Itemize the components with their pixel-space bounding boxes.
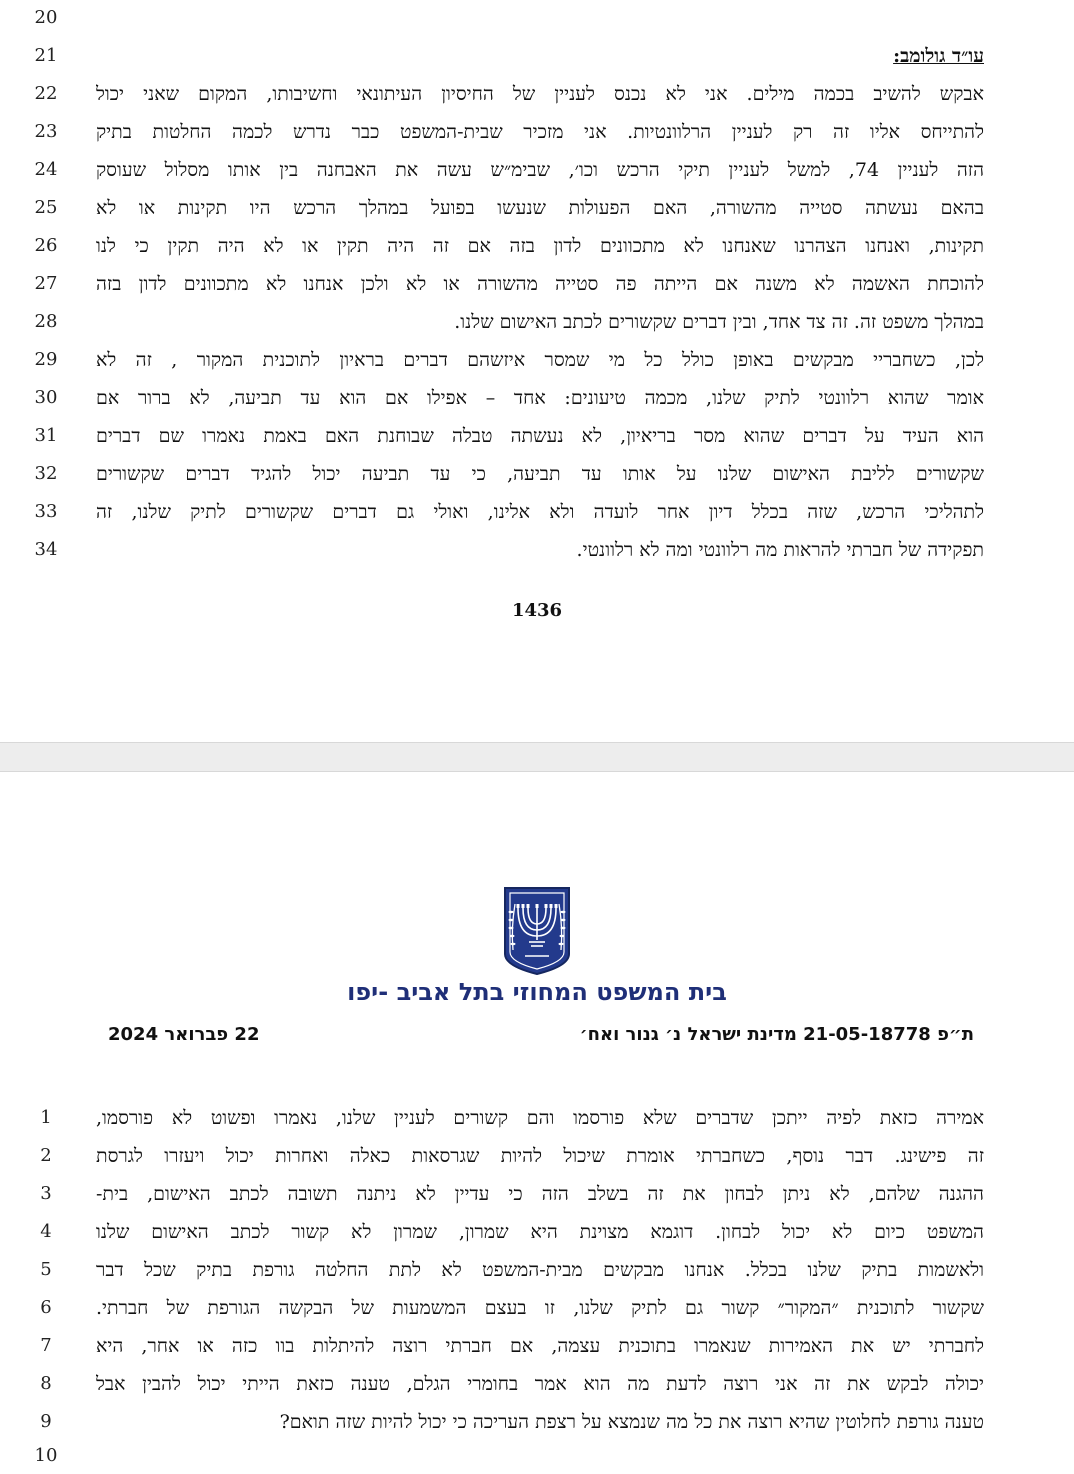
line-row — [0, 494, 1074, 530]
line-number: 32 — [34, 463, 58, 484]
line-row — [0, 532, 1074, 568]
line-number: 33 — [34, 501, 58, 522]
line-number: 20 — [34, 7, 58, 28]
line-number: 3 — [40, 1183, 52, 1204]
line-row — [0, 0, 1074, 36]
line-row — [0, 114, 1074, 150]
line-row — [0, 38, 1074, 74]
line-row — [0, 1290, 1074, 1326]
line-text: לתהליכי הרכש, שזה בכלל דיון אחר לועדה ולא אלינו, ואולי גם דברים שקשורים לתיק שלנו, זה — [96, 501, 984, 523]
line-row — [0, 1176, 1074, 1212]
hearing-date: 22 פברואר 2024 — [108, 1024, 260, 1045]
line-row — [0, 228, 1074, 264]
line-text: זה פישינג. דבר נוסף, כשחברתי אומרת שיכול להיות שגרסאות כאלה ואחרות יכול ויעזרו לגרסת — [96, 1145, 984, 1167]
line-text: ההגנה שלהם, לא ניתן לבחון את זה בשלב הזה כי עדיין לא ניתנה תשובה לכתב האישום, בית- — [96, 1183, 984, 1205]
line-text: לכן, כשחבריי מבקשים באופן כולל כל מי שמסר איזשהם דברים בראיון לתוכנית המקור , זה לא — [96, 349, 984, 371]
line-number: 7 — [40, 1335, 52, 1356]
line-number: 34 — [34, 539, 58, 560]
line-number: 30 — [34, 387, 58, 408]
line-row — [0, 76, 1074, 112]
line-row — [0, 266, 1074, 302]
line-number: 29 — [34, 349, 58, 370]
line-row — [0, 152, 1074, 188]
line-row — [0, 456, 1074, 492]
line-number: 2 — [40, 1145, 52, 1166]
line-text: תקינות, ואנחנו הצהרנו שאנחנו לא מתכוונים לדון בזה אם זה היה תקין או לא היה תקין כי לנו — [96, 235, 984, 257]
court-name: בית המשפט המחוזי בתל אביב -יפו — [347, 978, 727, 1006]
line-text: להתייחס אליו זה רק לעניין הרלוונטיות. אני מזכיר שבית-המשפט כבר נדרש לכמה החלטות בתיק — [96, 121, 984, 143]
transcript-page-bottom — [0, 772, 1074, 1471]
page-separator — [0, 742, 1074, 772]
line-text: שקשורים לליבת האישום שלנו על אותו עד תביעה, כי עד תביעה יכול להגיד דברים שקשורים — [96, 463, 984, 485]
line-number: 26 — [34, 235, 58, 256]
speaker-heading: עו״ד גולומב: — [893, 45, 984, 67]
line-text: הוא העיד על דברים שהוא מסר בריאיון, לא נעשתה טבלה שבוחנת האם באמת נאמרו שם דברים — [96, 425, 984, 447]
line-row — [0, 1100, 1074, 1136]
line-row — [0, 1214, 1074, 1250]
line-row — [0, 1438, 1074, 1471]
line-number: 21 — [34, 45, 58, 66]
line-text: יכולה לבקש את זה אני רוצה לדעת מה הוא אמר בחומרי הגלם, טענה כזאת הייתי יכול להבין אבל — [96, 1373, 984, 1395]
line-text: ולאשמות בתיק שלנו בכלל. אנחנו מבקשים מבית-המשפט לא לתת החלטה גורפת בתיק שכל דבר — [96, 1259, 984, 1281]
line-row — [0, 1252, 1074, 1288]
line-row — [0, 342, 1074, 378]
line-number: 31 — [34, 425, 58, 446]
page-number: 1436 — [511, 600, 563, 621]
line-number: 1 — [40, 1107, 52, 1128]
line-number: 4 — [40, 1221, 52, 1242]
line-number: 24 — [34, 159, 58, 180]
line-text: לחברתי יש את האמירות שנאמרו בתוכנית עצמה, אם חברתי רוצה להיתלות בוו כזה או אחר, היא — [96, 1335, 984, 1357]
line-text: אמירה כזאת לפיה ייתכן שדברים שלא פורסמו והם קשורים לעניין שלנו, נאמרו ופשוט לא פורסמו, — [96, 1107, 984, 1129]
state-emblem-menorah-icon — [501, 884, 573, 976]
line-text: במהלך משפט זה. זה צד אחד, ובין דברים שקשורים לכתב האישום שלנו. — [454, 311, 984, 333]
case-reference: ת״פ 21-05-18778 מדינת ישראל נ׳ גנור ואח׳ — [579, 1024, 974, 1045]
line-number: 6 — [40, 1297, 52, 1318]
line-row — [0, 304, 1074, 340]
line-number: 9 — [40, 1411, 52, 1432]
line-row — [0, 190, 1074, 226]
line-number: 27 — [34, 273, 58, 294]
line-text: תפקידה של חברתי להראות מה רלוונטי ומה לא רלוונטי. — [576, 539, 984, 561]
line-text: אבקש להשיב בכמה מילים. אני לא נכנס לעניין של החיסיון העיתונאי וחשיבותו, המקום שאני יכול — [96, 83, 984, 105]
line-number: 28 — [34, 311, 58, 332]
line-row — [0, 1328, 1074, 1364]
line-text: שקשור לתוכנית ״המקור״ קשור גם לתיק שלנו, זו בעצם המשמעות של הבקשה הגורפת של חברתי. — [96, 1297, 984, 1319]
line-text: אומר שהוא רלוונטי לתיק שלנו, מכמה טיעונים: אחד – אפילו אם הוא עד תביעה, לא ברור אם — [96, 387, 984, 409]
line-row — [0, 380, 1074, 416]
line-number: 22 — [34, 83, 58, 104]
line-text: המשפט כיום לא יכול לבחון. דוגמא מצוינת היא שמרון, שמרון לא קשור לכתב האישום שלנו — [96, 1221, 984, 1243]
line-row — [0, 418, 1074, 454]
line-row — [0, 1366, 1074, 1402]
line-text: הזה לעניין 74, למשל לעניין תיקי הרכש וכו׳, שבימ״ש עשה את האבחנה בין אותו מסלול שעוסק — [96, 159, 984, 181]
line-number: 5 — [40, 1259, 52, 1280]
line-number: 25 — [34, 197, 58, 218]
line-number: 8 — [40, 1373, 52, 1394]
line-text: להוכחת האשמה לא משנה אם הייתה פה סטייה מהשורה או לא ולכן אנחנו לא מתכוונים לדון בזה — [96, 273, 984, 295]
line-number: 23 — [34, 121, 58, 142]
line-text: טענה גורפת לחלוטין שהיא רוצה את כל מה שנמצא על רצפת העריכה כי יכול להיות שזה תואם? — [279, 1411, 984, 1433]
line-text: בהאם נעשתה סטייה מהשורה, האם הפעולות שנעשו בפועל במהלך הרכש היו תקינות או לא — [96, 197, 984, 219]
line-row — [0, 1404, 1074, 1440]
line-row — [0, 1138, 1074, 1174]
line-number: 10 — [34, 1445, 58, 1466]
